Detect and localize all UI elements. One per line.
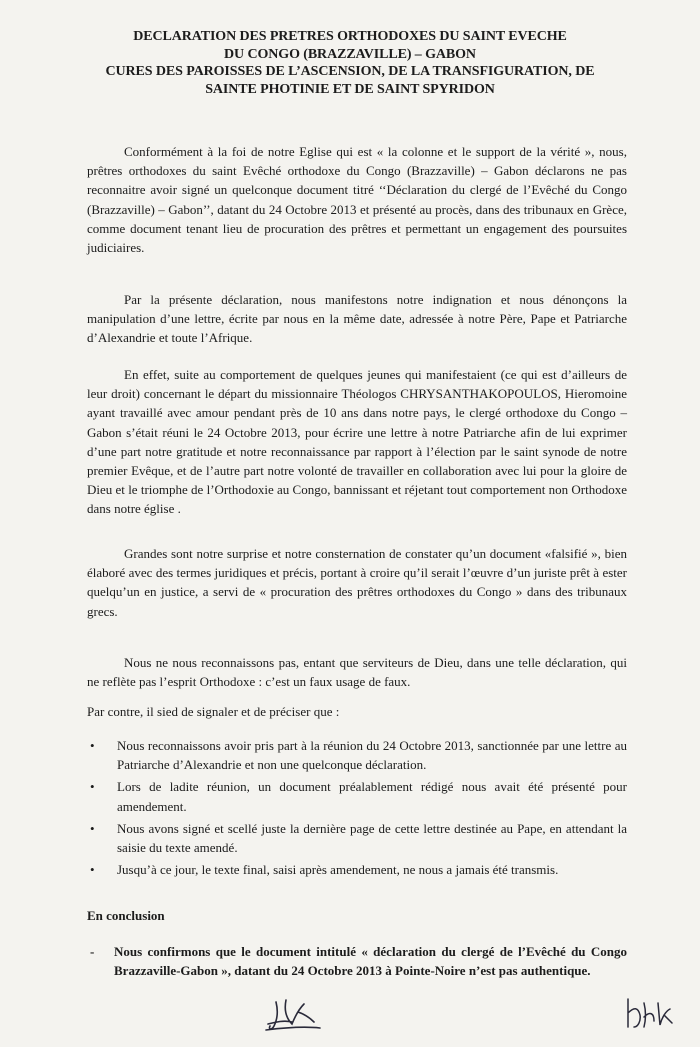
conclusion-text: Nous confirmons que le document intitulé « déclaration du clergé de l’Evêché du Congo Brazzaville-Gabon », datant du 24 Octobre 2013 à Pointe-Noire n’est pas authentique. xyxy=(114,944,627,979)
paragraph-not-recognized: Nous ne nous reconnaissons pas, entant que serviteurs de Dieu, dans une telle déclaration, qui ne reflète pas l’esprit Orthodoxe : c’est un faux usage de faux. xyxy=(87,655,627,690)
list-item-text: Nous reconnaissons avoir pris part à la réunion du 24 Octobre 2013, sanctionnée par une lettre au Patriarche d’Alexandrie et non une quelconque déclaration. xyxy=(117,738,627,773)
paragraph-faith: Conformément à la foi de notre Eglise qui est « la colonne et le support de la vérité », nous, prêtres orthodoxes du saint Evêché orthodoxe du Congo (Brazzaville) – Gabon déclarons ne pas reconnaitre avoir signé un quelconque document titré ‘‘Déclaration du clergé de l’Evêché du Congo (Brazzaville) – Gabon’’, datant du 24 Octobre 2013 et présenté au procès, dans des tribunaux en Grèce, comme document tenant lieu de procuration des prêtres et permettant un engagement des poursuites judiciaires. xyxy=(87,144,627,256)
paragraph-indignation: Par la présente déclaration, nous manifestons notre indignation et nous dénonçons la manipulation d’une lettre, écrite par nous en la même date, adressée à notre Père, Pape et Patriarche d’Alexandrie et toute l’Afrique. xyxy=(87,292,627,346)
handwritten-signature xyxy=(262,992,324,1036)
dash-marker: - xyxy=(90,944,95,959)
paragraph-context: En effet, suite au comportement de quelques jeunes qui manifestaient (ce qui est d’ailleurs de leur droit) concernant le départ du missionnaire Théologos CHRYSANTHAKOPOULOS, Hieromoine ayant travaillé avec amour pendant près de 10 ans dans notre pays, le clergé orthodoxe du Congo – Gabon s’était réuni le 24 Octobre 2013, pour écrire une lettre à notre Patriarche afin de lui exprimer d’une part notre gratitude et notre reconnaissance par rapport à l’élection par le saint synode de notre premier Evêque, et de l’autre part notre volonté de travailler en collaboration avec lui pour la gloire de Dieu et le triomphe de l’Orthodoxie au Congo, bannissant et réjetant tout comportement non Orthodoxe dans notre église . xyxy=(87,367,627,517)
document-title xyxy=(90,28,610,98)
conclusion-heading: En conclusion xyxy=(87,908,165,923)
paragraph-clarify: Par contre, il sied de signaler et de préciser que : xyxy=(87,704,340,719)
list-item-text: Jusqu’à ce jour, le texte final, saisi après amendement, ne nous a jamais été transmis. xyxy=(117,862,559,878)
facts-list xyxy=(87,736,627,882)
bullet-marker: • xyxy=(90,862,95,878)
list-item xyxy=(87,860,627,879)
list-item xyxy=(87,777,627,815)
title-line-2: DU CONGO (BRAZZAVILLE) – GABON xyxy=(224,46,476,62)
handwritten-initials xyxy=(620,993,676,1037)
paragraph-surprise: Grandes sont notre surprise et notre consternation de constater qu’un document «falsifié », bien élaboré avec des termes juridiques et précis, portant à croire qu’il serait l’œuvre d’un juriste prêt à ester quelqu’un en justice, a servi de « procuration des prêtres orthodoxes du Congo » dans des tribunaux grecs. xyxy=(87,546,627,619)
list-item-text: Lors de ladite réunion, un document préalablement rédigé nous avait été présenté pour amendement. xyxy=(117,779,627,814)
bullet-marker: • xyxy=(90,820,95,836)
title-line-3: CURES DES PAROISSES DE L’ASCENSION, DE LA TRANSFIGURATION, DE xyxy=(105,64,595,79)
title-line-1: DECLARATION DES PRETRES ORTHODOXES DU SAINT EVECHE xyxy=(133,29,567,44)
list-item-text: Nous avons signé et scellé juste la dernière page de cette lettre destinée au Pape, en attendant la saisie du texte amendé. xyxy=(117,820,627,856)
title-line-4: SAINTE PHOTINIE ET DE SAINT SPYRIDON xyxy=(205,81,495,97)
bullet-marker: • xyxy=(90,779,95,795)
bullet-marker: • xyxy=(90,738,95,753)
list-item xyxy=(87,736,627,774)
conclusion-statement xyxy=(87,942,627,980)
list-item xyxy=(87,819,627,857)
